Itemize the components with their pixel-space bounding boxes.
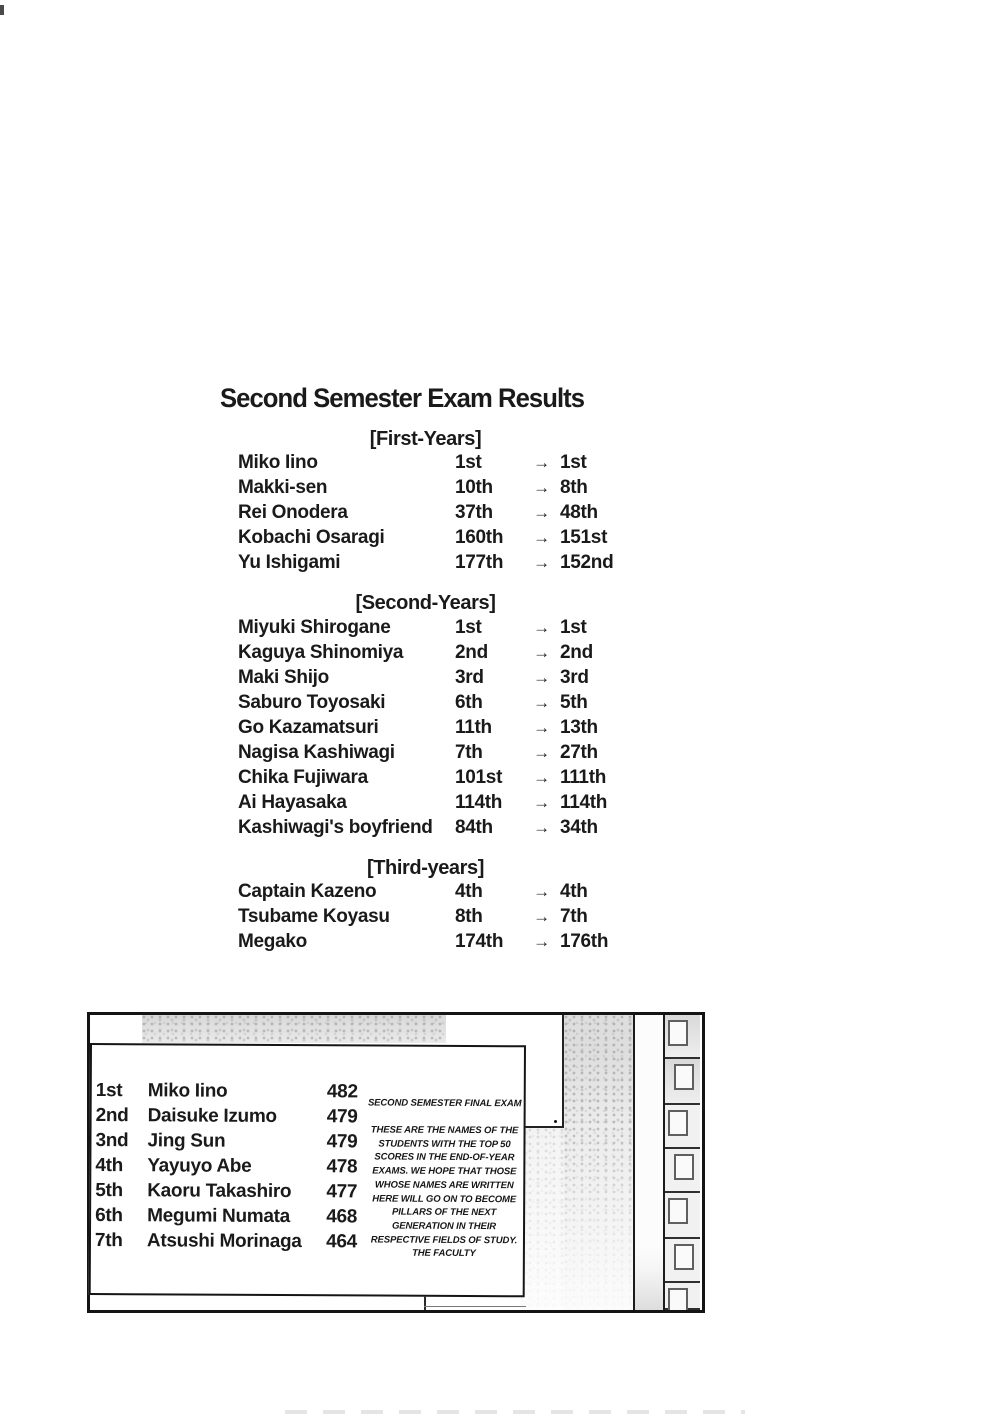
scorer-rank: 1st: [95, 1080, 123, 1102]
arrow-icon: →: [533, 643, 550, 662]
arrow-icon: →: [533, 743, 550, 762]
arrow-icon: →: [533, 618, 550, 637]
brick-pane: [674, 1244, 694, 1270]
previous-rank: 160th: [455, 527, 504, 548]
brick: [665, 1239, 700, 1283]
new-rank: 27th: [560, 742, 598, 763]
arrow-icon: →: [533, 453, 550, 472]
scan-artifact: [0, 5, 4, 15]
scorer-name: Atsushi Morinaga: [146, 1230, 302, 1253]
manga-panel: [87, 1012, 705, 1313]
top-scorers-list: [95, 1078, 358, 1254]
exam-row: [238, 615, 618, 640]
brick: [665, 1193, 700, 1239]
scorer-rank: 6th: [95, 1205, 123, 1227]
note-line: EXAMS. WE HOPE THAT THOSE: [372, 1165, 517, 1178]
scorer-rank: 4th: [95, 1155, 124, 1177]
student-name: Rei Onodera: [238, 502, 348, 523]
brick: [665, 1149, 700, 1193]
brick-pane: [668, 1110, 688, 1136]
student-name: Nagisa Kashiwagi: [238, 742, 395, 763]
board-row: [96, 1078, 358, 1104]
board-row: [95, 1153, 357, 1179]
note-line: WHOSE NAMES ARE WRITTEN: [374, 1179, 514, 1192]
previous-rank: 84th: [455, 817, 493, 838]
scorer-name: Yayuyo Abe: [147, 1155, 252, 1177]
wall-frame-line-right: [663, 1015, 665, 1310]
section-header: [First-Years]: [369, 428, 482, 450]
previous-rank: 4th: [455, 881, 483, 902]
arrow-icon: →: [533, 528, 550, 547]
brick: [665, 1283, 700, 1310]
exam-row: [238, 640, 618, 665]
new-rank: 2nd: [560, 642, 593, 663]
arrow-icon: →: [533, 693, 550, 712]
new-rank: 8th: [560, 477, 588, 498]
scorer-name: Daisuke Izumo: [147, 1105, 277, 1127]
note-line: STUDENTS WITH THE TOP 50: [378, 1138, 511, 1150]
brick-pane: [674, 1064, 694, 1090]
student-name: Kobachi Osaragi: [238, 527, 385, 548]
section-rows: [238, 615, 618, 840]
section-header: [Third-years]: [366, 857, 485, 879]
exam-row: [238, 715, 618, 740]
cropped-text-remnant: [285, 1410, 745, 1414]
note-line: GENERATION IN THEIR: [392, 1220, 497, 1233]
faculty-note: [367, 1096, 522, 1261]
student-name: Tsubame Koyasu: [238, 906, 390, 927]
board-row: [95, 1203, 357, 1229]
note-line: RESPECTIVE FIELDS OF STUDY.: [370, 1234, 518, 1246]
scorer-rank: 7th: [94, 1230, 123, 1252]
arrow-icon: →: [533, 793, 550, 812]
arrow-icon: →: [533, 882, 550, 901]
brick: [665, 1105, 700, 1149]
scorer-rank: 3nd: [95, 1130, 129, 1152]
new-rank: 5th: [560, 692, 588, 713]
exam-row: [238, 904, 618, 929]
scorer-name: Miko Iino: [147, 1080, 228, 1102]
note-title: SECOND SEMESTER FINAL EXAM: [367, 1097, 522, 1110]
scorer-score: 468: [326, 1206, 358, 1228]
page-title: Second Semester Exam Results: [220, 383, 585, 413]
exam-row: [238, 500, 618, 525]
arrow-icon: →: [533, 503, 550, 522]
new-rank: 114th: [560, 792, 608, 813]
arrow-icon: →: [533, 718, 550, 737]
wall-texture-band: [142, 1015, 446, 1043]
previous-rank: 37th: [455, 502, 493, 523]
floor-seam-horizontal: [424, 1306, 526, 1307]
section-rows: [238, 879, 618, 954]
student-name: Kaguya Shinomiya: [238, 642, 404, 663]
arrow-icon: →: [533, 768, 550, 787]
exam-row: [238, 790, 618, 815]
brick-pane: [668, 1198, 688, 1224]
floor-seam-vertical: [424, 1295, 426, 1310]
arrow-icon: →: [533, 818, 550, 837]
scorer-name: Jing Sun: [147, 1130, 226, 1152]
new-rank: 34th: [560, 817, 598, 838]
student-name: Makki-sen: [238, 477, 328, 498]
exam-row: [238, 929, 618, 954]
previous-rank: 177th: [455, 552, 504, 573]
brick: [665, 1015, 700, 1059]
previous-rank: 2nd: [455, 642, 488, 663]
previous-rank: 6th: [455, 692, 483, 713]
board-row: [95, 1128, 357, 1154]
new-rank: 152nd: [560, 552, 614, 573]
student-name: Maki Shijo: [238, 667, 329, 688]
tile-column: [665, 1015, 700, 1310]
board-row: [95, 1178, 357, 1204]
previous-rank: 1st: [455, 617, 482, 638]
previous-rank: 11th: [455, 717, 492, 738]
new-rank: 7th: [560, 906, 588, 927]
exam-row: [238, 450, 618, 475]
exam-row: [238, 665, 618, 690]
note-line: THESE ARE THE NAMES OF THE: [370, 1124, 519, 1137]
arrow-icon: →: [533, 478, 550, 497]
exam-row: [238, 475, 618, 500]
arrow-icon: →: [533, 553, 550, 572]
new-rank: 1st: [560, 617, 587, 638]
previous-rank: 7th: [455, 742, 483, 763]
exam-row: [238, 525, 618, 550]
student-name: Yu Ishigami: [238, 552, 341, 573]
previous-rank: 3rd: [455, 667, 484, 688]
exam-row: [238, 550, 618, 575]
new-rank: 48th: [560, 502, 598, 523]
new-rank: 151st: [560, 527, 608, 548]
arrow-icon: →: [533, 668, 550, 687]
exam-row: [238, 740, 618, 765]
wall-white-strip: [635, 1015, 663, 1310]
results-board: [89, 1043, 526, 1297]
new-rank: 13th: [560, 717, 598, 738]
wall-texture-lower: [520, 1128, 564, 1310]
note-body: [367, 1123, 522, 1261]
note-line: PILLARS OF THE NEXT: [391, 1206, 497, 1219]
previous-rank: 101st: [455, 767, 503, 788]
new-rank: 1st: [560, 452, 587, 473]
brick-pane: [668, 1020, 688, 1046]
new-rank: 111th: [560, 767, 607, 788]
exam-row: [238, 879, 618, 904]
exam-row: [238, 815, 618, 840]
wall-frame-line-left: [633, 1015, 635, 1310]
door-handle-dot: [554, 1120, 557, 1123]
arrow-icon: →: [533, 907, 550, 926]
student-name: Go Kazamatsuri: [238, 717, 379, 738]
note-line: THE FACULTY: [412, 1248, 476, 1260]
student-name: Ai Hayasaka: [238, 792, 347, 813]
scorer-rank: 5th: [95, 1180, 123, 1202]
note-line: HERE WILL GO ON TO BECOME: [372, 1192, 517, 1205]
scorer-rank: 2nd: [95, 1105, 129, 1127]
brick-pane: [668, 1288, 688, 1310]
student-name: Chika Fujiwara: [238, 767, 368, 788]
scorer-score: 482: [326, 1081, 358, 1103]
note-line: SCORES IN THE END-OF-YEAR: [374, 1151, 515, 1164]
scorer-score: 479: [326, 1106, 358, 1128]
scorer-name: Kaoru Takashiro: [147, 1180, 292, 1203]
exam-row: [238, 765, 618, 790]
wall-texture-column: [564, 1015, 633, 1310]
arrow-icon: →: [533, 932, 550, 951]
brick: [665, 1059, 700, 1105]
scorer-name: Megumi Numata: [147, 1205, 290, 1228]
previous-rank: 174th: [455, 931, 504, 952]
previous-rank: 114th: [455, 792, 503, 813]
scorer-score: 478: [326, 1156, 358, 1178]
scorer-score: 479: [326, 1131, 358, 1153]
section-rows: [238, 450, 618, 575]
section-header: [Second-Years]: [355, 592, 496, 614]
exam-row: [238, 690, 618, 715]
student-name: Kashiwagi's boyfriend: [238, 817, 433, 838]
student-name: Saburo Toyosaki: [238, 692, 386, 713]
brick-pane: [674, 1154, 694, 1180]
student-name: Captain Kazeno: [238, 881, 377, 902]
scorer-score: 464: [326, 1231, 358, 1253]
student-name: Miyuki Shirogane: [238, 617, 391, 638]
board-row: [96, 1103, 358, 1129]
new-rank: 3rd: [560, 667, 589, 688]
new-rank: 4th: [560, 881, 588, 902]
student-name: Miko Iino: [238, 452, 318, 473]
new-rank: 176th: [560, 931, 609, 952]
student-name: Megako: [238, 931, 307, 952]
previous-rank: 1st: [455, 452, 482, 473]
previous-rank: 10th: [455, 477, 493, 498]
scorer-score: 477: [326, 1181, 358, 1203]
previous-rank: 8th: [455, 906, 483, 927]
board-row: [95, 1228, 357, 1254]
